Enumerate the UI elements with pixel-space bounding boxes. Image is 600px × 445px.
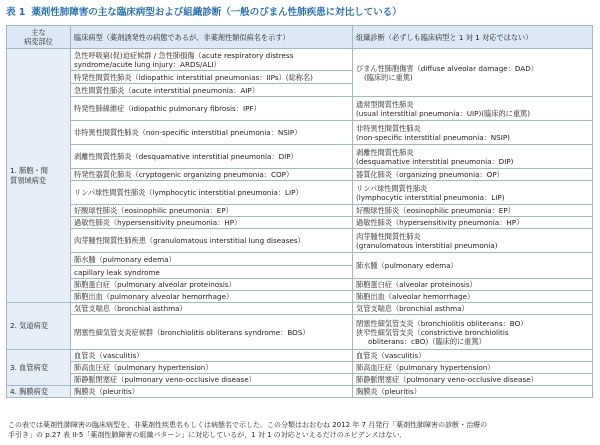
category-alveolar-interstitial: 1. 肺胞・間 質領域病変 (7, 49, 71, 303)
table-header-row (7, 26, 593, 49)
footnote-line: この表では薬剤性肺障害の臨床病型を、非薬剤性疾患名もしくは病態名で示した．この分類はおおむね 2012 年 7 月発行「薬剤性肺障害の診断・治療の (8, 421, 488, 429)
clinical-type-cell: 急性呼吸窮(促)迫症候群 / 急性肺損傷（acute respiratory distress syndrome/acute lung injury：ARDS/ALI） (71, 49, 353, 71)
table-footnote (8, 421, 596, 440)
table-row (7, 205, 593, 217)
header-lesion-site: 主な 病変部位 (7, 26, 71, 49)
table-title-text: 薬剤性肺障害の主な臨床病型および組織診断（一般のびまん性肺疾患に対比している） (31, 7, 402, 18)
table-row (7, 374, 593, 386)
clinical-type-cell: 剥離性間質性肺炎（desquamative interstitial pneumonia：DIP） (71, 145, 353, 169)
histology-cell: 閉塞性細気管支炎（bronchiolitis obliterans：BO） 狭窄性細気管支炎（constrictive bronchiolitis obliterans：cBO)（臨床的に重篤） (353, 315, 593, 350)
clinical-type-cell: 気管支喘息（bronchial asthma） (71, 303, 353, 315)
clinical-type-cell: 過敏性肺炎（hypersensitivity pneumonia：HP） (71, 217, 353, 229)
histology-cell: 好酸球性肺炎（eosinophilic pneumonia：EP） (353, 205, 593, 217)
histology-cell: 気管支喘息（bronchial asthma） (353, 303, 593, 315)
clinical-type-cell: 肺胞蛋白症（pulmonary alveolar proteinosis） (71, 279, 353, 291)
clinical-type-cell: 急性間質性肺炎（acute interstitial pneumonia：AIP） (71, 84, 353, 97)
clinical-type-cell: 特発性間質性肺炎（idiopathic interstitial pneumonias：IIPs）(総称名) (71, 71, 353, 84)
table-row (7, 229, 593, 253)
histology-cell: 血管炎（vasculitis） (353, 350, 593, 362)
table-row (7, 279, 593, 291)
histology-cell: 剥離性間質性肺炎 (desquamative interstitial pneumonia：DIP) (353, 145, 593, 169)
clinical-type-cell: 肺胞出血（pulmonary alveolar hemorrhage） (71, 291, 353, 303)
table-row (7, 49, 593, 71)
clinical-type-cell: 非特異性間質性肺炎（non-specific interstitial pneumonia：NSIP） (71, 121, 353, 145)
table-row (7, 350, 593, 362)
histology-cell: 非特異性間質性肺炎 (non-specific interstitial pneumonia：NSIP) (353, 121, 593, 145)
table-row (7, 97, 593, 121)
table-row (7, 362, 593, 374)
table-row (7, 291, 593, 303)
table-row (7, 145, 593, 169)
table-row (7, 217, 593, 229)
clinical-type-cell: 肺水腫（pulmonary edema） (71, 253, 353, 266)
clinical-type-cell: 肺静脈閉塞症（pulmonary veno-occlusive disease） (71, 374, 353, 386)
histology-cell: リンパ球性間質性肺炎 (lymphocytic interstitial pneumonia：LIP) (353, 181, 593, 205)
clinical-type-cell: capillary leak syndrome (71, 266, 353, 279)
histology-cell: 通常型間質性肺炎 (usual interstitial pneumonia：UIP)(臨床的に重篤) (353, 97, 593, 121)
histology-cell: 肉芽腫性間質性肺炎 (granulomatous interstitial pneumonia) (353, 229, 593, 253)
table-title (6, 4, 596, 20)
clinical-type-cell: リンパ球性間質性肺炎（lymphocytic interstitial pneumonia：LIP） (71, 181, 353, 205)
clinical-type-cell: 閉塞性細気管支炎症候群（bronchiolitis obliterans syndrome：BOS） (71, 315, 353, 350)
table-row (7, 169, 593, 181)
clinical-type-cell: 特発性器質化肺炎（cryptogenic organizing pneumonia：COP） (71, 169, 353, 181)
table-row (7, 121, 593, 145)
clinical-type-cell: 肺高血圧症（pulmonary hypertension） (71, 362, 353, 374)
histology-cell: 肺高血圧症（pulmonary hypertension） (353, 362, 593, 374)
clinical-type-cell: 特発性肺線維症（idiopathic pulmonary fibrosis：IPF） (71, 97, 353, 121)
header-clinical-type: 臨床病型（薬剤誘発性の病態であるが、非薬剤性類似病名を示す） (71, 26, 353, 49)
category-vascular: 3. 血管病変 (7, 350, 71, 386)
table-row (7, 386, 593, 398)
category-airway: 2. 気道病変 (7, 303, 71, 350)
table-number: 表 1 (6, 7, 26, 18)
table-row (7, 303, 593, 315)
histology-cell: 肺水腫（pulmonary edema） (353, 253, 593, 279)
lung-injury-table (6, 25, 593, 398)
histology-cell: 胸膜炎（pleuritis） (353, 386, 593, 398)
table-row (7, 181, 593, 205)
header-histology: 組織診断（必ずしも臨床病型と 1 対 1 対応ではない） (353, 26, 593, 49)
table-row (7, 253, 593, 266)
histology-cell: 器質化肺炎（organizing pneumonia：OP） (353, 169, 593, 181)
category-pleura: 4. 胸膜病変 (7, 386, 71, 398)
histology-cell: 肺胞蛋白症（alveolar proteinosis） (353, 279, 593, 291)
histology-cell: 肺胞出血（alveolar hemorrhage） (353, 291, 593, 303)
clinical-type-cell: 肉芽腫性間質性肺疾患（granulomatous interstitial lung diseases） (71, 229, 353, 253)
footnote-line: 手引き」の p.27 表 II-5「薬剤性肺障害の組織パターン」に対応しているが，1 対 1 の対応といえるだけのエビデンスはない． (8, 430, 407, 439)
clinical-type-cell: 血管炎（vasculitis） (71, 350, 353, 362)
histology-cell: 肺静脈閉塞症（pulmonary veno-occlusive disease） (353, 374, 593, 386)
histology-cell: びまん性肺胞傷害（diffuse alveolar damage：DAD） (臨床的に重篤) (353, 49, 593, 97)
clinical-type-cell: 好酸球性肺炎（eosinophilic pneumonia：EP） (71, 205, 353, 217)
table-row (7, 315, 593, 350)
histology-cell: 過敏性肺炎（hypersensitivity pneumonia：HP） (353, 217, 593, 229)
clinical-type-cell: 胸膜炎（pleuritis） (71, 386, 353, 398)
